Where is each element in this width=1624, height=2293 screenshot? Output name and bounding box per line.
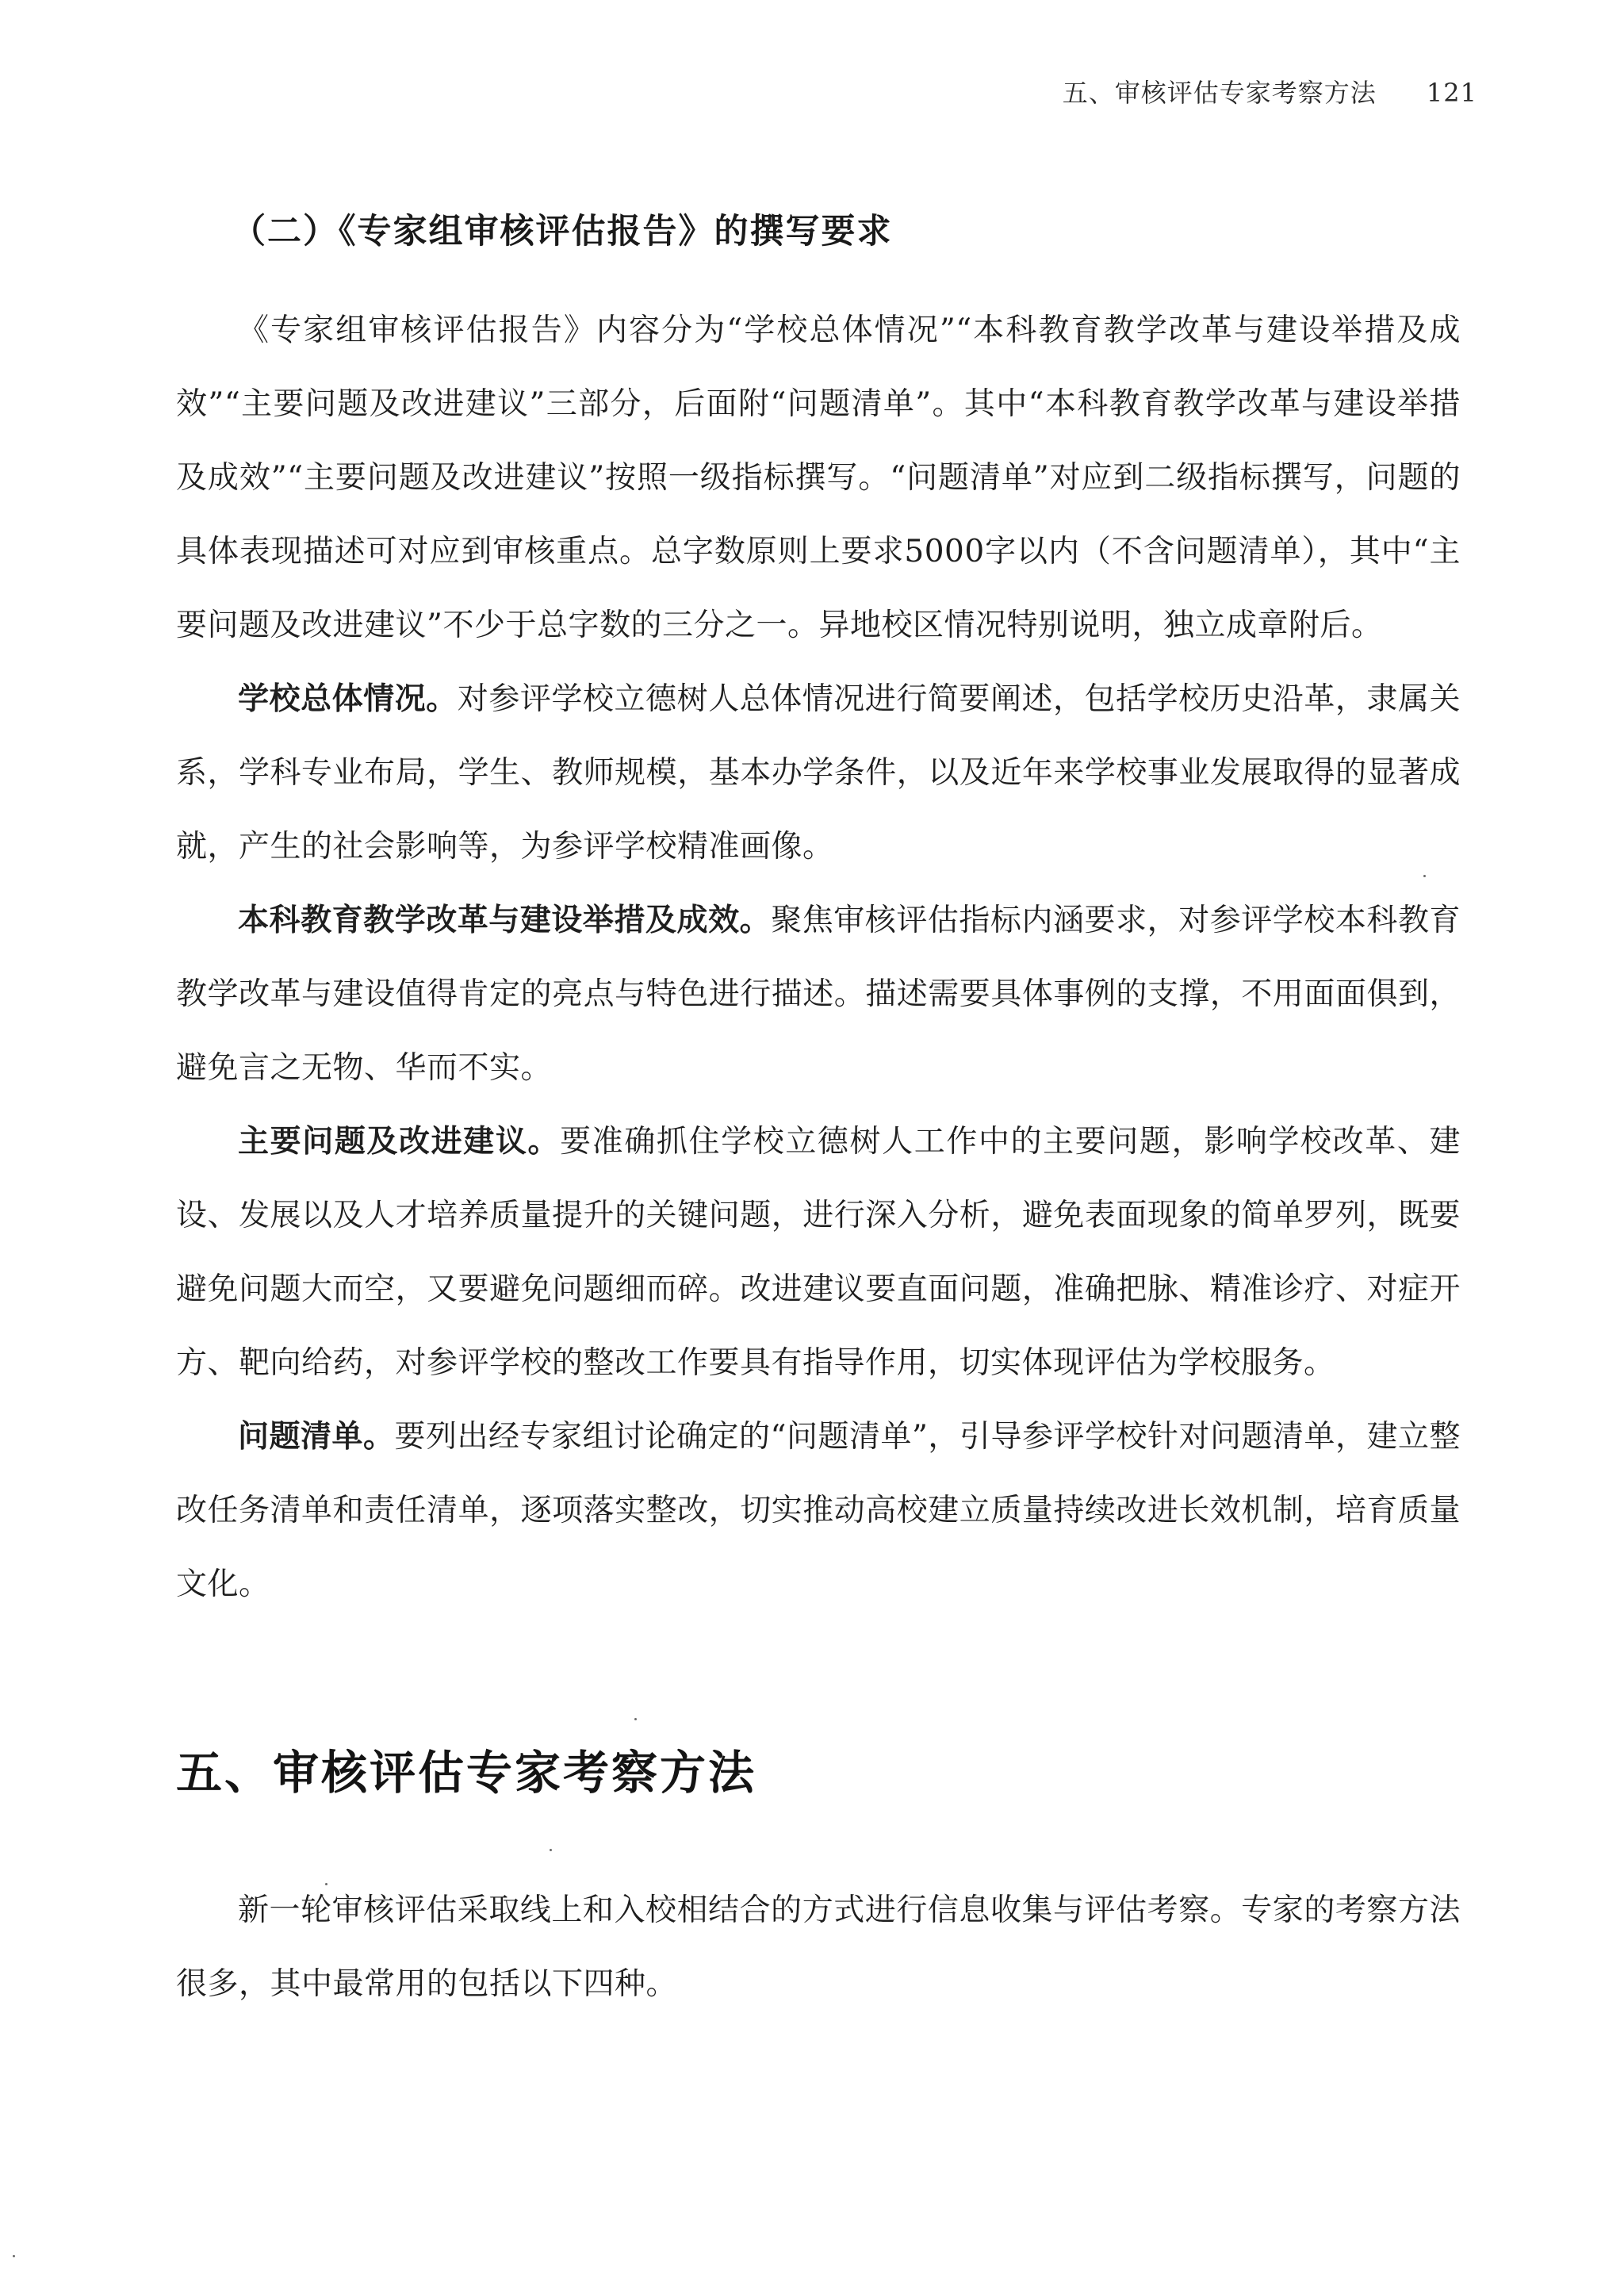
report-part-text: 对参评学校立德树人总体情况进行简要阐述，包括学校历史沿革，隶属关系，学科专业布局，学生、教师规模，基本办学条件，以及近年来学校事业发展取得的显著成就，产生的社会影响等，为参评学校精准画像。 [176, 681, 1461, 865]
report-part-lead: 本科教育教学改革与建设举措及成效。 [238, 903, 772, 938]
scan-speck [13, 2255, 15, 2257]
chapter-heading: 五、审核评估专家考察方法 [176, 1746, 757, 1800]
chapter-intro-paragraph: 新一轮审核评估采取线上和入校相结合的方式进行信息收集与评估考察。专家的考察方法很多，其中最常用的包括以下四种。 [176, 1892, 1461, 2002]
report-requirements-body [176, 293, 1461, 1621]
report-part-lead: 问题清单。 [238, 1419, 395, 1455]
report-part-paragraph [176, 662, 1461, 884]
scan-speck [325, 1883, 327, 1885]
running-header [1063, 73, 1477, 109]
running-title: 五、审核评估专家考察方法 [1062, 78, 1377, 108]
report-part-lead: 学校总体情况。 [238, 681, 458, 717]
report-part-lead: 主要问题及改进建议。 [238, 1124, 561, 1160]
subsection-heading: （二）《专家组审核评估报告》的撰写要求 [232, 212, 893, 251]
page-number: 121 [1426, 78, 1477, 108]
report-part-paragraph [176, 1105, 1461, 1400]
scan-speck [1423, 875, 1426, 877]
scan-speck [550, 1849, 552, 1851]
report-part-text: 聚焦审核评估指标内涵要求，对参评学校本科教育教学改革与建设值得肯定的亮点与特色进行描述。描述需要具体事例的支撑，不用面面俱到，避免言之无物、华而不实。 [176, 903, 1461, 1086]
intro-paragraph: 《专家组审核评估报告》内容分为“学校总体情况”“本科教育教学改革与建设举措及成效”“主要问题及改进建议”三部分，后面附“问题清单”。其中“本科教育教学改革与建设举措及成效”“主要问题及改进建议”按照一级指标撰写。“问题清单”对应到二级指标撰写，问题的具体表现描述可对应到审核重点。总字数原则上要求5000字以内（不含问题清单），其中“主要问题及改进建议”不少于总字数的三分之一。异地校区情况特别说明，独立成章附后。 [176, 313, 1461, 643]
scan-speck [634, 1718, 637, 1720]
chapter-body [176, 1873, 1461, 2021]
report-part-text: 要准确抓住学校立德树人工作中的主要问题，影响学校改革、建设、发展以及人才培养质量提升的关键问题，进行深入分析，避免表面现象的简单罗列，既要避免问题大而空，又要避免问题细而碎。改进建议要直面问题，准确把脉、精准诊疗、对症开方、靶向给药，对参评学校的整改工作要具有指导作用，切实体现评估为学校服务。 [176, 1124, 1461, 1381]
report-part-paragraph [176, 884, 1461, 1105]
report-part-paragraph [176, 1400, 1461, 1621]
report-part-text: 要列出经专家组讨论确定的“问题清单”，引导参评学校针对问题清单，建立整改任务清单和责任清单，逐项落实整改，切实推动高校建立质量持续改进长效机制，培育质量文化。 [176, 1419, 1461, 1602]
